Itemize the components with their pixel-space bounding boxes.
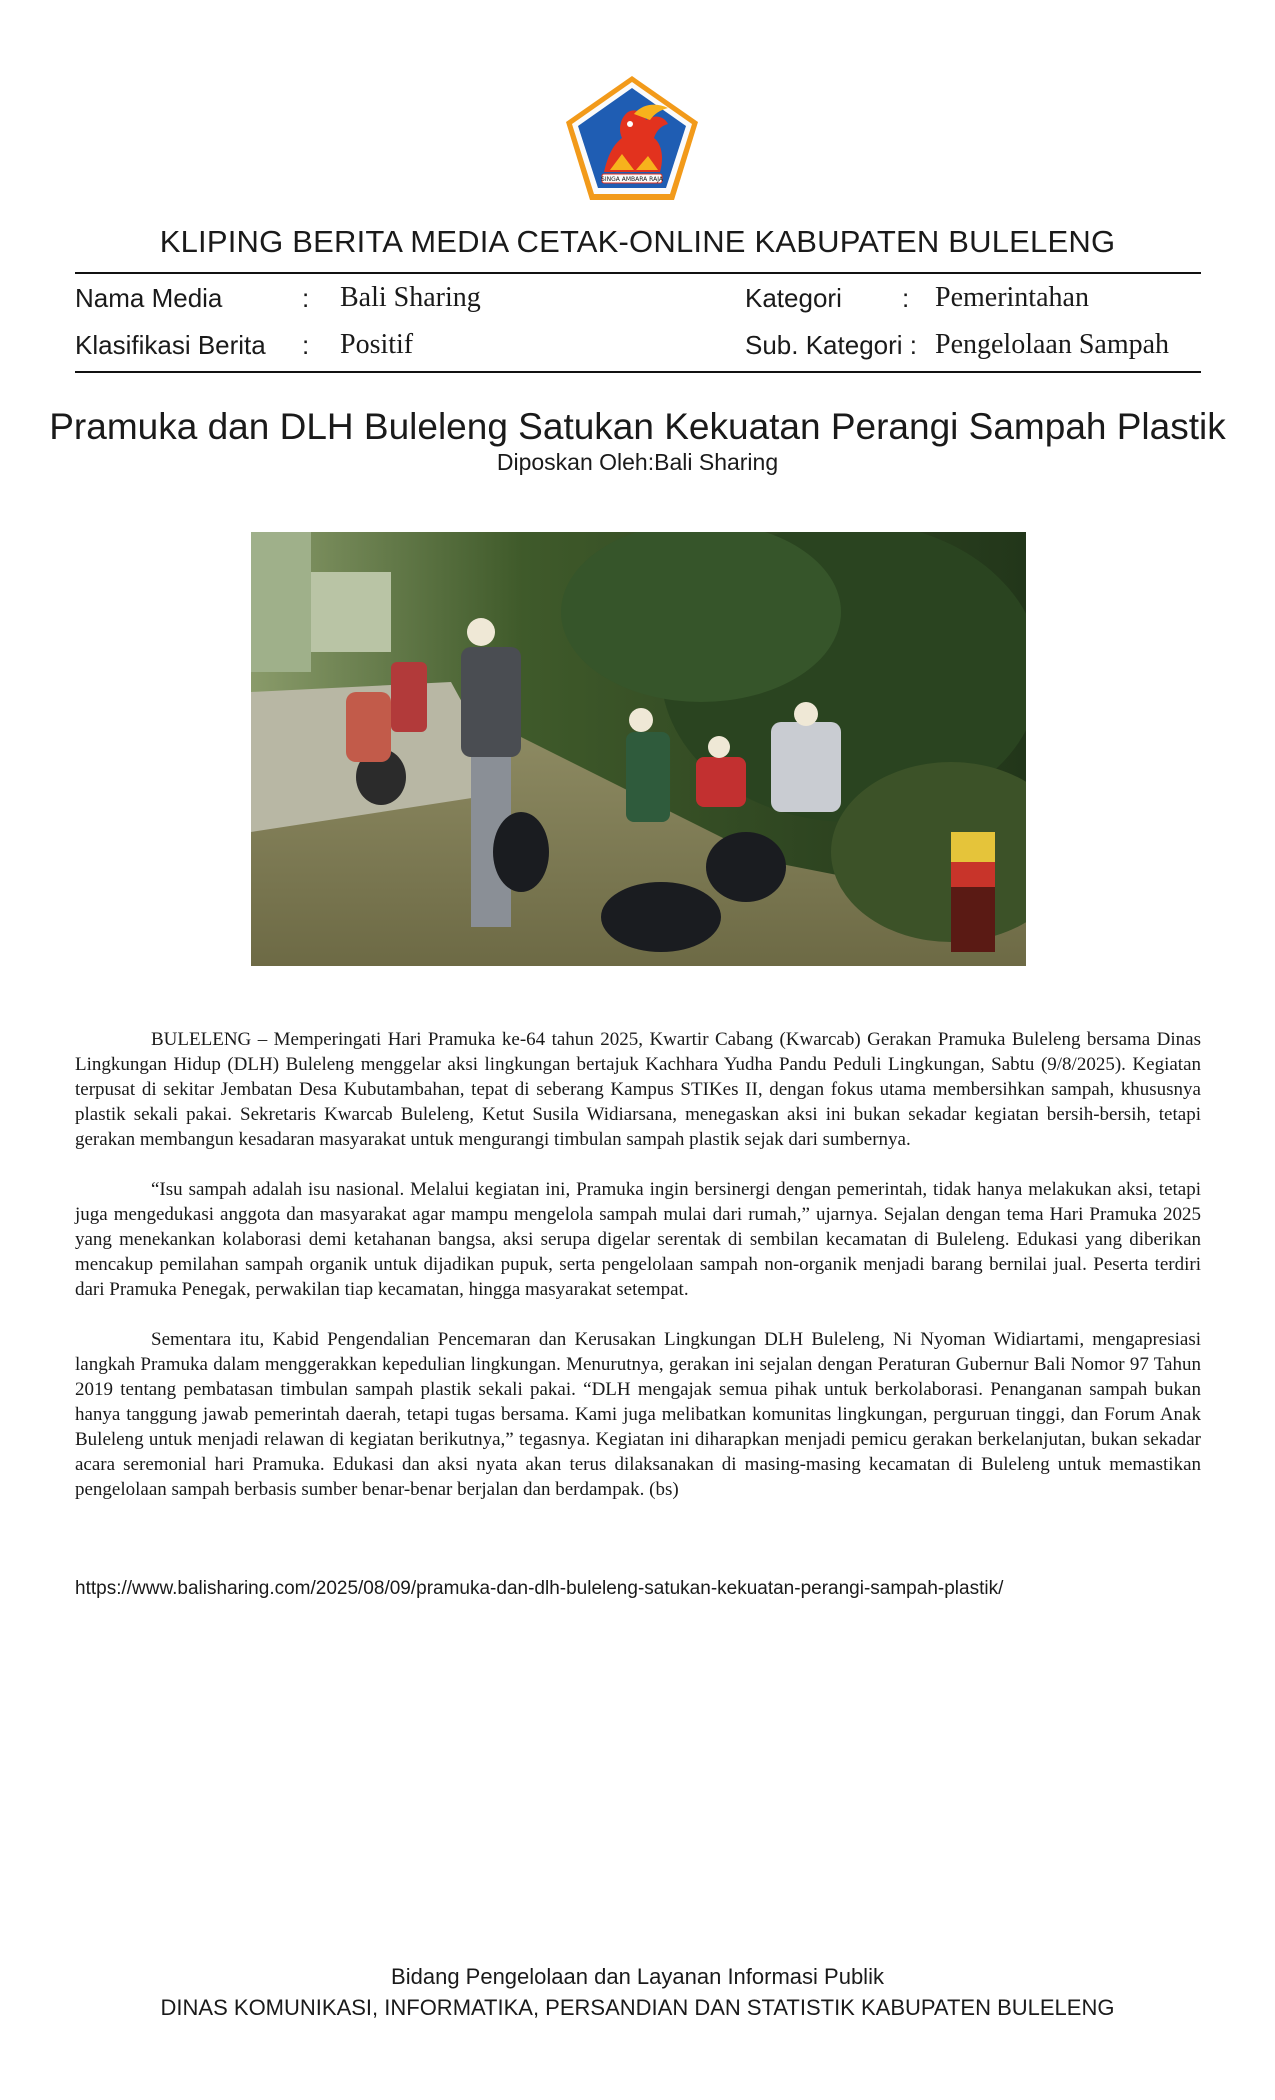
media-name-label: Nama Media: [75, 283, 223, 313]
classification-label: Klasifikasi Berita: [75, 330, 266, 360]
kabupaten-logo-icon: [564, 74, 700, 202]
footer-agency: DINAS KOMUNIKASI, INFORMATIKA, PERSANDIAN DAN STATISTIK KABUPATEN BULELENG: [160, 1995, 1115, 2020]
article-paragraph-3: Sementara itu, Kabid Pengendalian Pencemaran dan Kerusakan Lingkungan DLH Buleleng, Ni Nyoman Widiartami, mengapresiasi langkah Pramuka dalam menggerakkan kepedulian lingkungan. Menurutnya, gerakan ini sejalan dengan Peraturan Gubernur Bali Nomor 97 Tahun 2019 tentang pembatasan timbulan sampah plastik sekali pakai. “DLH mengajak semua pihak untuk berkolaborasi. Penanganan sampah bukan hanya tanggung jawab pemerintah daerah, tetapi tugas bersama. Kami juga melibatkan komunitas lingkungan, perguruan tinggi, dan Forum Anak Buleleng untuk menjadi relawan di kegiatan berikutnya,” tegasnya. Kegiatan ini diharapkan menjadi pemicu gerakan berkelanjutan, bukan sekadar acara seremonial hari Pramuka. Edukasi dan aksi nyata akan terus dilaksanakan di masing-masing kecamatan di Buleleng untuk memastikan pengelolaan sampah berbasis sumber benar-benar berjalan dan berdampak. (bs): [75, 1329, 1201, 1500]
subcategory-value: Pengelolaan Sampah: [935, 329, 1170, 360]
article-body: [75, 1027, 1201, 1527]
article-paragraph-1: BULELENG – Memperingati Hari Pramuka ke-64 tahun 2025, Kwartir Cabang (Kwarcab) Gerakan Pramuka Buleleng bersama Dinas Lingkungan Hidup (DLH) Buleleng menggelar aksi lingkungan bertajuk Kachhara Yudha Pandu Peduli Lingkungan, Sabtu (9/8/2025). Kegiatan terpusat di sekitar Jembatan Desa Kubutambahan, tepat di seberang Kampus STIKes II, dengan fokus utama membersihkan sampah, khususnya plastik sekali pakai. Sekretaris Kwarcab Buleleng, Ketut Susila Widiarsana, menegaskan aksi ini bukan sekadar kegiatan bersih-bersih, tetapi gerakan membangun kesadaran masyarakat untuk mengurangi timbulan sampah plastik sejak dari sumbernya.: [75, 1029, 1201, 1150]
divider-top: [75, 272, 1201, 274]
clipping-title: KLIPING BERITA MEDIA CETAK-ONLINE KABUPATEN BULELENG: [159, 224, 1116, 259]
category-separator: :: [902, 283, 910, 313]
divider-bottom: [75, 371, 1201, 373]
media-name-value: Bali Sharing: [340, 282, 481, 313]
source-link[interactable]: https://www.balisharing.com/2025/08/09/pramuka-dan-dlh-buleleng-satukan-kekuatan-perangi-sampah-plastik/: [75, 1578, 1004, 1599]
media-name-separator: :: [302, 283, 310, 313]
classification-value: Positif: [340, 329, 414, 360]
article-headline: Pramuka dan DLH Buleleng Satukan Kekuatan Perangi Sampah Plastik: [49, 406, 1226, 447]
logo-motto: SINGA AMBARA RAJA: [601, 176, 663, 183]
category-value: Pemerintahan: [935, 282, 1089, 313]
category-label: Kategori: [745, 283, 842, 313]
subcategory-label: Sub. Kategori :: [745, 330, 917, 360]
article-photo: [251, 532, 1026, 966]
classification-separator: :: [302, 330, 310, 360]
article-byline: Diposkan Oleh:Bali Sharing: [496, 449, 779, 475]
footer-division: Bidang Pengelolaan dan Layanan Informasi Publik: [391, 1964, 884, 1989]
article-paragraph-2: “Isu sampah adalah isu nasional. Melalui kegiatan ini, Pramuka ingin bersinergi dengan pemerintah, tidak hanya melakukan aksi, tetapi juga mengedukasi anggota dan masyarakat agar mampu mengelola sampah mulai dari rumah,” ujarnya. Sejalan dengan tema Hari Pramuka 2025 yang menekankan kolaborasi demi ketahanan bangsa, aksi serupa digelar serentak di sembilan kecamatan di Buleleng. Edukasi yang diberikan mencakup pemilahan sampah organik untuk dijadikan pupuk, serta pengelolaan sampah non-organik menjadi barang bernilai jual. Peserta terdiri dari Pramuka Penegak, perwakilan tiap kecamatan, hingga masyarakat setempat.: [75, 1179, 1201, 1300]
